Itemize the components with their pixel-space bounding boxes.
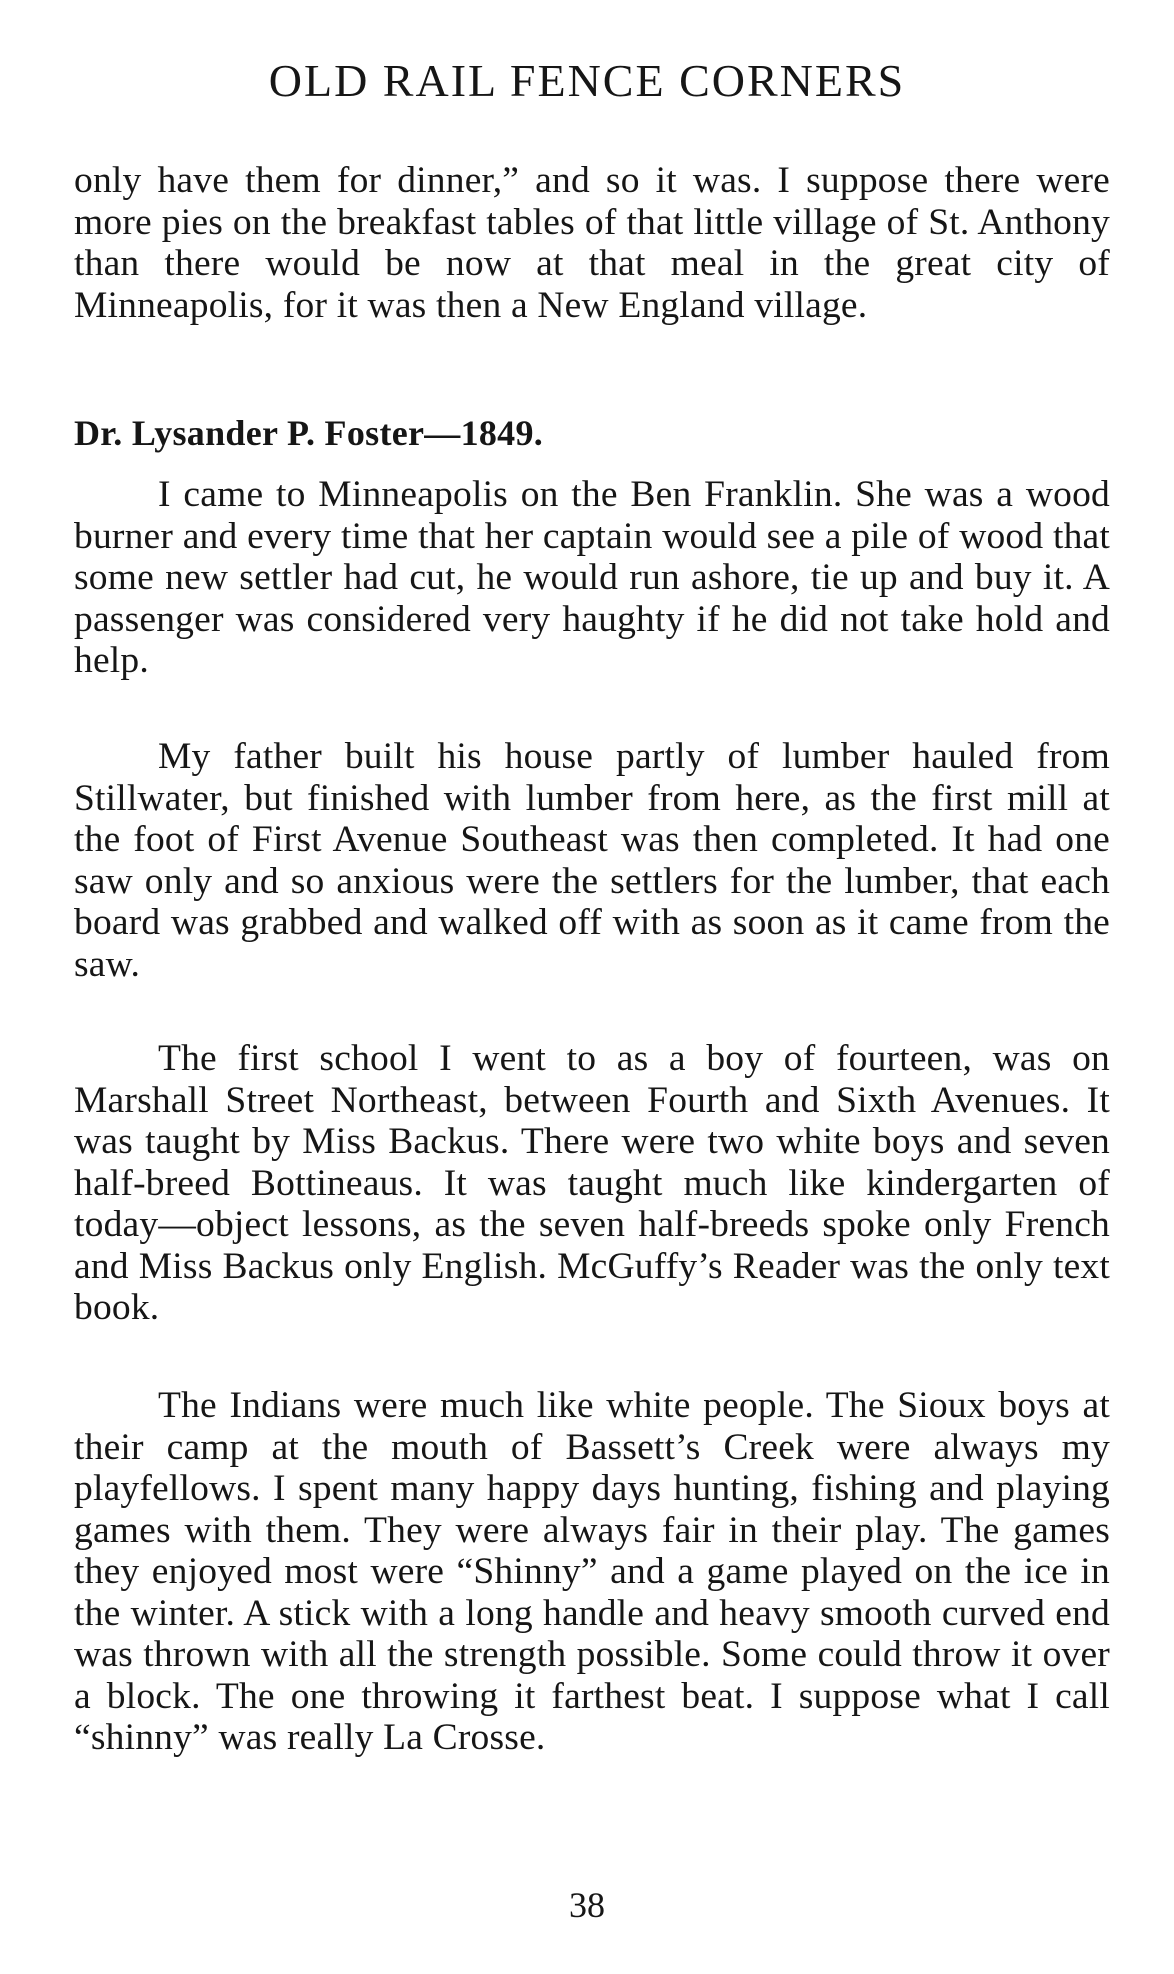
paragraph-text: I came to Minneapolis on the Ben Franklin. She was a wood burner and every time that her captain would see a pile of wood that some new settler had cut, he would run ashore, tie up and buy it. A passenger was considered very haughty if he did not take hold and help. [74,474,1110,681]
paragraph-indians [74,1385,1110,1759]
intro-paragraph [74,160,1110,326]
intro-paragraph-text: only have them for dinner,” and so it was. I suppose there were more pies on the breakfast tables of that little village of St. Anthony than there would be now at that meal in the great city of Minneapolis, for it was then a New England village. [74,160,1110,326]
paragraph-first-school [74,1038,1110,1329]
running-title: OLD RAIL FENCE CORNERS [268,55,906,106]
page-number: 38 [569,1885,605,1925]
paragraph-ben-franklin [74,474,1110,682]
paragraph-text: My father built his house partly of lumber hauled from Stillwater, but finished with lumber from here, as the first mill at the foot of First Avenue Southeast was then completed. It had one saw only and so anxious were the settlers for the lumber, that each board was grabbed and walked off with as soon as it came from the saw. [74,736,1110,985]
paragraph-text: The first school I went to as a boy of fourteen, was on Marshall Street Northeast, between Fourth and Sixth Avenues. It was taught by Miss Backus. There were two white boys and seven half-breed Bottineaus. It was taught much like kindergarten of today—object lessons, as the seven half-breeds spoke only French and Miss Backus only English. McGuffy’s Reader was the only text book. [74,1038,1110,1328]
section-heading: Dr. Lysander P. Foster—1849. [74,413,544,453]
paragraph-text: The Indians were much like white people. The Sioux boys at their camp at the mouth of Bassett’s Creek were always my playfellows. I spent many happy days hunting, fishing and playing games with them. They were always fair in their play. The games they enjoyed most were “Shinny” and a game played on the ice in the winter. A stick with a long handle and heavy smooth curved end was thrown with all the strength possible. Some could throw it over a block. The one throwing it farthest beat. I suppose what I call “shinny” was really La Crosse. [74,1385,1110,1758]
paragraph-father-house [74,736,1110,985]
